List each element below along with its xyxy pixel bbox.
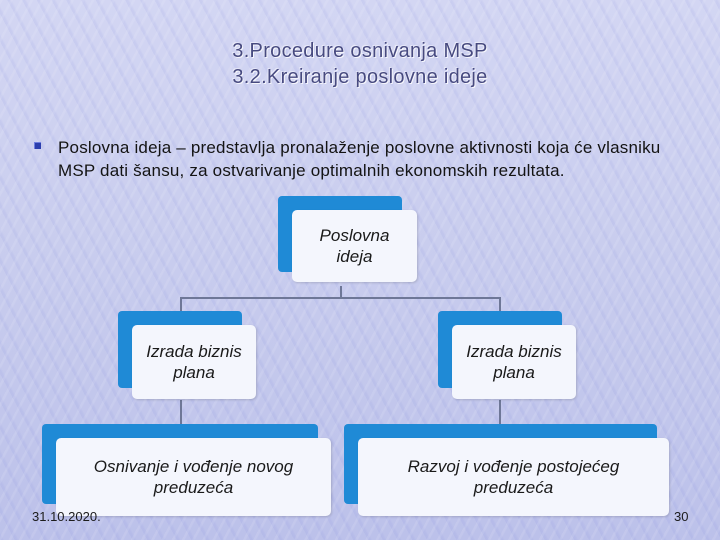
connector-right-to-leaf [499,400,501,426]
node-left-child-label: Izrada biznis plana [132,325,256,399]
node-right-leaf-label: Razvoj i vođenje postojećeg preduzeća [358,438,669,516]
slide-title: 3.Procedure osnivanja MSP [232,40,488,62]
node-left-leaf-label: Osnivanje i vođenje novog preduzeća [56,438,331,516]
node-right-child-label: Izrada biznis plana [452,325,576,399]
bullet-item [34,136,694,182]
slide-subtitle: 3.2.Kreiranje poslovne ideje [232,66,488,88]
bullet-text: Poslovna ideja – predstavlja pronalaženje poslovne aktivnosti koja će vlasniku MSP dati šansu, za ostvarivanje optimalnih ekonomskih rezultata. [58,138,661,180]
square-bullet-icon [34,142,41,149]
footer-date: 31.10.2020. [32,509,101,524]
page-number: 30 [674,509,689,524]
connector-left-to-leaf [180,400,182,426]
node-root-label: Poslovna ideja [292,210,417,282]
connector-horizontal [180,297,501,299]
